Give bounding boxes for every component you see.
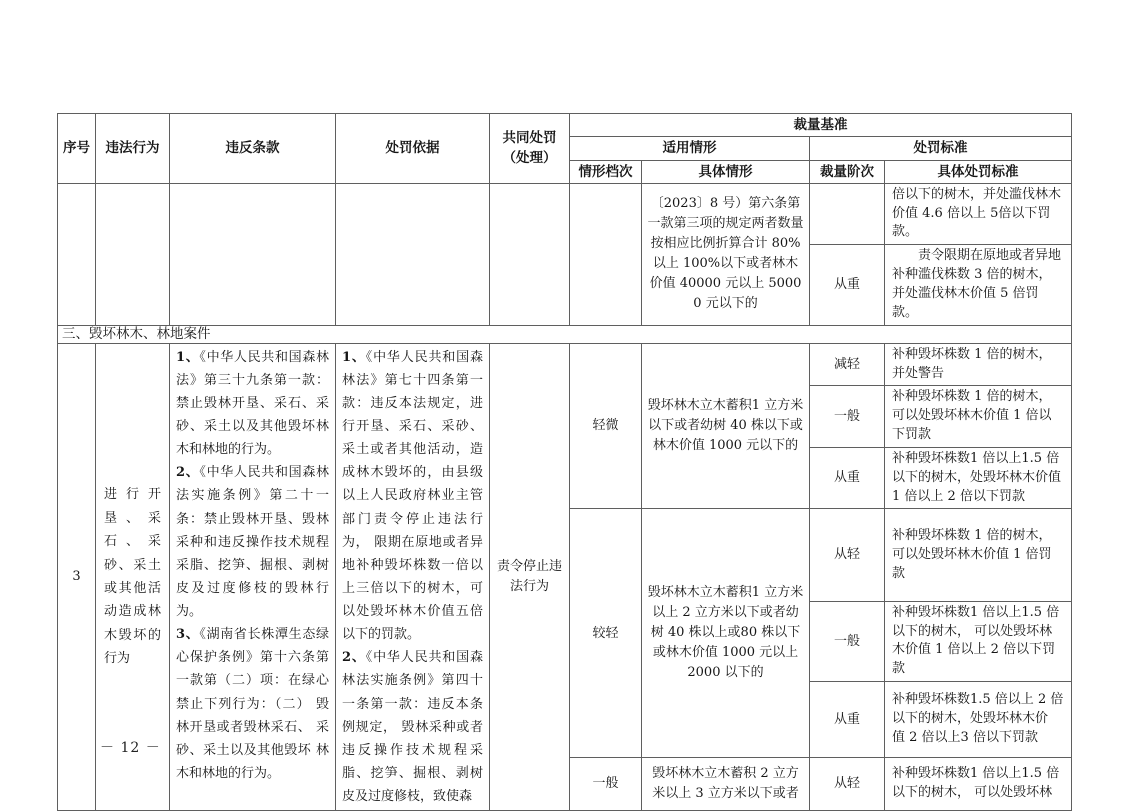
header-illegal-act: 违法行为 [96, 114, 170, 184]
band1-standard-cell-2: 补种毁坏株数 1 倍的树木，可以处毁坏林木价值 1 倍以 下罚款 [885, 386, 1072, 448]
row3-illegal-act-cell: 进行开垦、采石、采砂、采土或其他活动造成林木毁坏的行为 [96, 343, 170, 811]
clause-item-text: 《湖南省长株潭生态绿心保护条例》第十六条第一款第（二）项：在绿心禁止下列行为：（二） 毁林开垦或者毁林采石、 采砂、采土以及其他毁坏 林木和林地的行为。 [176, 627, 329, 781]
carryover-level-cell [570, 183, 642, 325]
basis-item-text: 《中华人民共和国森林法》第七十四条第一款：违反本法规定，进行开垦、采石、采砂、采土或者其他活动，造成林木毁坏的，由县级以上人民政府林业主管部门责令停止违法行为， 限期在原地或者异 地补种毁坏株数一倍以 上三倍以下的树木，可 以处毁坏林木价值五倍 以下的罚款。 [342, 349, 483, 643]
carryover-act-cell [96, 183, 170, 325]
clause-item-text: 《中华人民共和国森林法实施条例》第二十一条：禁止毁林开垦、毁林采种和违反操作技术规程采脂、挖笋、掘根、剥树皮及过度修枝的毁林行为。 [176, 465, 329, 620]
band2-level-cell: 较轻 [570, 509, 642, 758]
carryover-clause-cell [170, 183, 336, 325]
band2-standard-cell-3: 补种毁坏株数1.5 倍以上 2 倍 以下的树木，处毁坏林木价 值 2 倍以上3 倍以下罚款 [885, 682, 1072, 758]
basis-item-text: 《中华人民共和国森林法实施条例》第四十一条第一款：违反本条例规定， 毁林采种或者违反操作技术规程采脂、挖笋、掘根、剥树皮及过度修枝，致使森 [342, 650, 483, 805]
header-specific-standard: 具体处罚标准 [885, 160, 1072, 183]
band1-tier-cell-1: 减轻 [810, 343, 885, 386]
band2-tier-cell-2: 一般 [810, 601, 885, 681]
row3-violated-clause-cell [170, 343, 336, 811]
band3-standard-cell-1: 补种毁坏株数1 倍以上1.5 倍以下的树木， 可以处毁坏林 [885, 758, 1072, 811]
header-specific-situation: 具体情形 [642, 160, 810, 183]
header-common-penalty: 共同处罚（处理） [490, 114, 570, 184]
row3-common-penalty-cell: 责令停止违法行为 [490, 343, 570, 811]
clause-item-number: 2、 [176, 465, 200, 481]
header-discretion-benchmark: 裁量基准 [570, 114, 1072, 137]
basis-item [342, 346, 483, 647]
band3-situation-cell: 毁坏林木立木蓄积 2 立方 米以上 3 立方米以下或者 [642, 758, 810, 811]
header-penalty-standard: 处罚标准 [810, 137, 1072, 160]
carryover-standard-cell-1: 倍以下的树木，并处滥伐林木价值 4.6 倍以上 5倍以下罚 款。 [885, 183, 1072, 245]
clause-item-number: 3、 [176, 627, 200, 643]
band1-tier-cell-2: 一般 [810, 386, 885, 448]
basis-item-number: 2、 [342, 650, 366, 666]
basis-item-number: 1、 [342, 349, 366, 365]
carryover-basis-cell [336, 183, 490, 325]
carryover-situation-cell: 〔2023〕8 号）第六条第一款第三项的规定两者数量按相应比例折算合计 80%以上 100%以下或者林木价值 40000 元以上 50000 元以下的 [642, 183, 810, 325]
header-penalty-basis: 处罚依据 [336, 114, 490, 184]
basis-item [342, 646, 483, 808]
band3-level-cell: 一般 [570, 758, 642, 811]
clause-item [176, 346, 329, 462]
page-number: － 12 － [100, 740, 161, 756]
clause-item [176, 461, 329, 623]
header-discretion-tier: 裁量阶次 [810, 160, 885, 183]
header-situation-level: 情形档次 [570, 160, 642, 183]
band2-standard-cell-2: 补种毁坏株数1 倍以上1.5 倍以下的树木， 可以处毁坏林木价值 1 倍以上 2 倍以下罚款 [885, 601, 1072, 681]
section-title-damaged-forest-cases: 三、毁坏林木、林地案件 [58, 325, 1072, 343]
carryover-standard-cell-2: 责令限期在原地或者异地补种滥伐株数 3 倍的树木， 并处滥伐林木价值 5 倍罚款。 [885, 245, 1072, 325]
carryover-common-cell [490, 183, 570, 325]
band2-situation-cell: 毁坏林木立木蓄积1 立方米以上 2 立方米以下或者幼树 40 株以上或80 株以下或林木价值 1000 元以上 2000 以下的 [642, 509, 810, 758]
header-serial-number: 序号 [58, 114, 96, 184]
band1-situation-cell: 毁坏林木立木蓄积1 立方米以下或者幼树 40 株以下或林木价值 1000 元以下的 [642, 343, 810, 509]
band2-standard-cell-1: 补种毁坏株数 1 倍的树木，可以处毁坏林木价值 1 倍罚 款 [885, 509, 1072, 601]
carryover-tier-cell-1 [810, 183, 885, 245]
clause-item-number: 1、 [176, 349, 200, 365]
band1-level-cell: 轻微 [570, 343, 642, 509]
row3-serial-cell: 3 [58, 343, 96, 811]
band2-tier-cell-1: 从轻 [810, 509, 885, 601]
band3-tier-cell-1: 从轻 [810, 758, 885, 811]
carryover-tier-cell-2: 从重 [810, 245, 885, 325]
band1-standard-cell-3: 补种毁坏株数1 倍以上1.5 倍以下的树木，处毁坏林木价值 1 倍以上 2 倍以下罚款 [885, 447, 1072, 509]
band1-standard-cell-1: 补种毁坏株数 1 倍的树木， 并处警告 [885, 343, 1072, 386]
penalty-discretion-table [57, 113, 1072, 811]
band2-tier-cell-3: 从重 [810, 682, 885, 758]
clause-item-text: 《中华人民共和国森林法》第三十九条第一款：禁止毁林开垦、采石、采砂、采土以及其他毁坏林木和林地的行为。 [176, 349, 329, 458]
band1-tier-cell-3: 从重 [810, 447, 885, 509]
header-applicable-situation: 适用情形 [570, 137, 810, 160]
carryover-serial-cell [58, 183, 96, 325]
row3-penalty-basis-cell [336, 343, 490, 811]
clause-item [176, 623, 329, 785]
header-violated-clause: 违反条款 [170, 114, 336, 184]
